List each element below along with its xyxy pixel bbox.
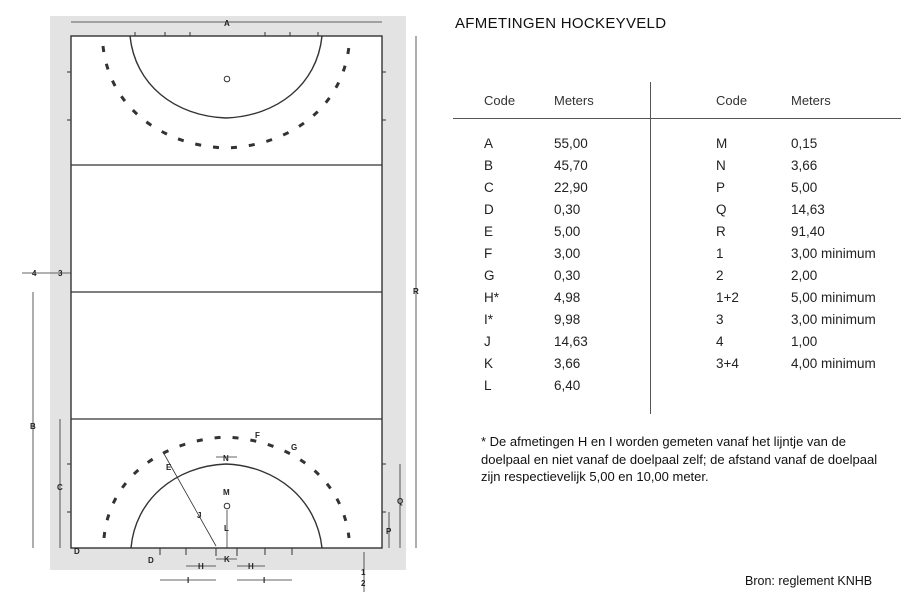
row-code: Q bbox=[716, 202, 727, 217]
label-q: Q bbox=[397, 497, 404, 506]
label-c: C bbox=[57, 483, 63, 492]
row-code: A bbox=[484, 136, 494, 151]
table-header-divider bbox=[453, 118, 901, 119]
row-code: 3+4 bbox=[716, 356, 739, 371]
row-meters: 45,70 bbox=[554, 158, 588, 173]
label-i-right: I bbox=[263, 576, 266, 585]
label-e: E bbox=[166, 463, 172, 472]
row-code: J bbox=[484, 334, 491, 349]
label-i-left: I bbox=[187, 576, 190, 585]
table-column-divider bbox=[650, 82, 651, 414]
row-meters: 5,00 bbox=[791, 180, 818, 195]
row-code: M bbox=[716, 136, 728, 151]
header-meters-right: Meters bbox=[791, 93, 831, 108]
row-code: R bbox=[716, 224, 726, 239]
header-meters-left: Meters bbox=[554, 93, 594, 108]
label-p: P bbox=[386, 527, 392, 536]
label-b: B bbox=[30, 422, 36, 431]
row-code: 1+2 bbox=[716, 290, 739, 305]
header-code-left: Code bbox=[484, 93, 516, 108]
row-meters: 14,63 bbox=[554, 334, 588, 349]
label-r: R bbox=[413, 287, 419, 296]
header-code-right: Code bbox=[716, 93, 748, 108]
footnote: * De afmetingen H en I worden gemeten vanaf het lijntje van de doelpaal en niet vanaf de doelpaal zelf; de afstand vanaf de doelpaal zijn respectievelijk 5,00 en 10,00 meter. bbox=[481, 434, 878, 484]
label-4: 4 bbox=[32, 269, 37, 278]
row-code: 3 bbox=[716, 312, 724, 327]
row-meters: 14,63 bbox=[791, 202, 825, 217]
row-code: I* bbox=[484, 312, 494, 327]
row-code: 1 bbox=[716, 246, 724, 261]
row-meters: 3,00 minimum bbox=[791, 246, 876, 261]
row-code: K bbox=[484, 356, 494, 371]
label-j: J bbox=[197, 511, 202, 520]
dimensions-table bbox=[453, 82, 901, 414]
label-g: G bbox=[291, 443, 298, 452]
row-meters: 9,98 bbox=[554, 312, 581, 327]
row-code: 4 bbox=[716, 334, 724, 349]
row-meters: 1,00 bbox=[791, 334, 818, 349]
hockey-field-diagram bbox=[0, 0, 445, 600]
label-1: 1 bbox=[361, 568, 366, 577]
label-2: 2 bbox=[361, 579, 366, 588]
row-meters: 3,00 minimum bbox=[791, 312, 876, 327]
row-code: N bbox=[716, 158, 726, 173]
label-f: F bbox=[255, 431, 260, 440]
row-code: P bbox=[716, 180, 726, 195]
label-d-left: D bbox=[74, 547, 80, 556]
row-meters: 0,30 bbox=[554, 268, 581, 283]
label-h-left: H bbox=[198, 562, 204, 571]
row-meters: 3,00 bbox=[554, 246, 581, 261]
row-meters: 22,90 bbox=[554, 180, 588, 195]
page-title: AFMETINGEN HOCKEYVELD bbox=[455, 15, 667, 32]
row-meters: 2,00 bbox=[791, 268, 818, 283]
label-a: A bbox=[224, 19, 230, 28]
row-meters: 4,98 bbox=[554, 290, 581, 305]
source-credit: Bron: reglement KNHB bbox=[745, 574, 873, 588]
row-meters: 91,40 bbox=[791, 224, 825, 239]
label-d-bottom: D bbox=[148, 556, 154, 565]
row-meters: 3,66 bbox=[554, 356, 581, 371]
row-meters: 5,00 bbox=[554, 224, 581, 239]
row-code: B bbox=[484, 158, 494, 173]
row-code: L bbox=[484, 378, 492, 393]
row-code: G bbox=[484, 268, 495, 283]
row-code: F bbox=[484, 246, 493, 261]
row-code: E bbox=[484, 224, 494, 239]
row-code: D bbox=[484, 202, 494, 217]
row-meters: 0,15 bbox=[791, 136, 818, 151]
row-meters: 55,00 bbox=[554, 136, 588, 151]
row-meters: 0,30 bbox=[554, 202, 581, 217]
row-meters: 5,00 minimum bbox=[791, 290, 876, 305]
row-meters: 3,66 bbox=[791, 158, 818, 173]
label-l: L bbox=[224, 524, 229, 533]
row-code: H* bbox=[484, 290, 500, 305]
row-meters: 4,00 minimum bbox=[791, 356, 876, 371]
row-code: 2 bbox=[716, 268, 724, 283]
label-n: N bbox=[223, 454, 229, 463]
row-meters: 6,40 bbox=[554, 378, 581, 393]
label-m: M bbox=[223, 488, 230, 497]
label-k: K bbox=[224, 555, 230, 564]
label-3: 3 bbox=[58, 269, 63, 278]
label-h-right: H bbox=[248, 562, 254, 571]
row-code: C bbox=[484, 180, 494, 195]
